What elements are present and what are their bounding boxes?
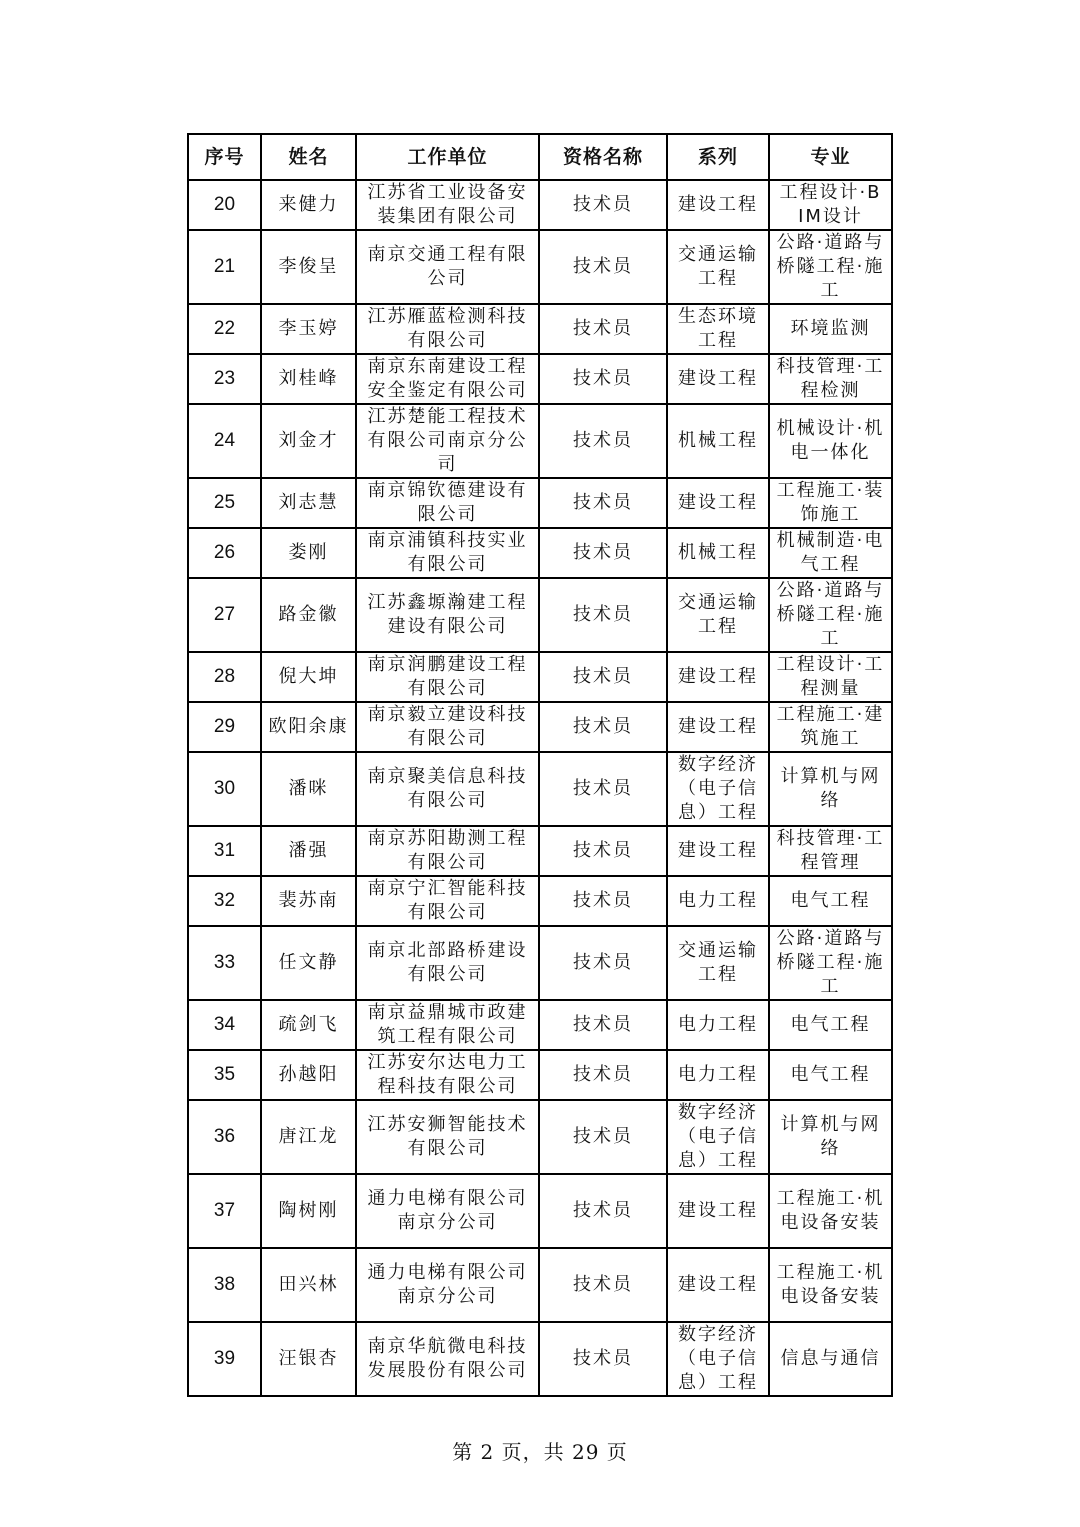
name-cell: 娄刚 [261,528,356,578]
table-row [188,1322,892,1396]
series-cell: 建设工程 [667,702,769,752]
specialty-cell: 工程施工·装饰施工 [769,478,892,528]
row-number-cell: 27 [188,578,261,652]
series-cell: 建设工程 [667,652,769,702]
table-row [188,230,892,304]
qualification-cell: 技术员 [539,652,667,702]
specialty-cell: 计算机与网络 [769,1100,892,1174]
qualification-cell: 技术员 [539,826,667,876]
qualification-cell: 技术员 [539,1248,667,1322]
specialty-cell: 电气工程 [769,876,892,926]
specialty-cell: 机械制造·电气工程 [769,528,892,578]
row-number-cell: 33 [188,926,261,1000]
specialty-cell: 计算机与网络 [769,752,892,826]
employer-cell: 江苏鑫塬瀚建工程建设有限公司 [356,578,539,652]
row-number-cell: 29 [188,702,261,752]
qualification-cell: 技术员 [539,404,667,478]
name-cell: 路金徽 [261,578,356,652]
page-indicator: 第 2 页，共 29 页 [452,1440,628,1464]
name-cell: 田兴林 [261,1248,356,1322]
qualification-cell: 技术员 [539,1050,667,1100]
qualification-cell: 技术员 [539,304,667,354]
row-number-cell: 26 [188,528,261,578]
specialty-cell: 科技管理·工程管理 [769,826,892,876]
employer-cell: 通力电梯有限公司南京分公司 [356,1174,539,1248]
row-number-cell: 37 [188,1174,261,1248]
specialty-cell: 公路·道路与桥隧工程·施工 [769,926,892,1000]
employer-cell: 南京交通工程有限公司 [356,230,539,304]
name-cell: 唐江龙 [261,1100,356,1174]
series-cell: 建设工程 [667,1248,769,1322]
header-cell: 序号 [188,134,261,180]
specialty-cell: 机械设计·机电一体化 [769,404,892,478]
header-cell: 资格名称 [539,134,667,180]
row-number-cell: 35 [188,1050,261,1100]
employer-cell: 江苏楚能工程技术有限公司南京分公司 [356,404,539,478]
table-row [188,1000,892,1050]
header-cell: 专业 [769,134,892,180]
specialty-cell: 工程设计·工程测量 [769,652,892,702]
series-cell: 建设工程 [667,1174,769,1248]
series-cell: 机械工程 [667,528,769,578]
name-cell: 任文静 [261,926,356,1000]
table-row [188,702,892,752]
series-cell: 数字经济（电子信息）工程 [667,1322,769,1396]
name-cell: 倪大坤 [261,652,356,702]
table-row [188,1100,892,1174]
name-cell: 裴苏南 [261,876,356,926]
row-number-cell: 32 [188,876,261,926]
specialty-cell: 环境监测 [769,304,892,354]
employer-cell: 南京锦钦德建设有限公司 [356,478,539,528]
qualification-cell: 技术员 [539,1100,667,1174]
table-row [188,404,892,478]
series-cell: 交通运输工程 [667,230,769,304]
series-cell: 电力工程 [667,1050,769,1100]
row-number-cell: 31 [188,826,261,876]
qualification-cell: 技术员 [539,752,667,826]
employer-cell: 南京北部路桥建设有限公司 [356,926,539,1000]
table-row [188,826,892,876]
employer-cell: 南京聚美信息科技有限公司 [356,752,539,826]
qualification-cell: 技术员 [539,1174,667,1248]
table-row [188,304,892,354]
table-row [188,578,892,652]
employer-cell: 南京润鹏建设工程有限公司 [356,652,539,702]
row-number-cell: 25 [188,478,261,528]
name-cell: 潘咪 [261,752,356,826]
qualification-cell: 技术员 [539,528,667,578]
series-cell: 建设工程 [667,354,769,404]
table-row [188,652,892,702]
name-cell: 欧阳余康 [261,702,356,752]
employer-cell: 南京益鼎城市政建筑工程有限公司 [356,1000,539,1050]
qualification-cell: 技术员 [539,354,667,404]
row-number-cell: 28 [188,652,261,702]
employer-cell: 江苏省工业设备安装集团有限公司 [356,180,539,230]
qualification-cell: 技术员 [539,876,667,926]
row-number-cell: 36 [188,1100,261,1174]
row-number-cell: 20 [188,180,261,230]
employer-cell: 南京浦镇科技实业有限公司 [356,528,539,578]
name-cell: 疏剑飞 [261,1000,356,1050]
series-cell: 电力工程 [667,1000,769,1050]
series-cell: 交通运输工程 [667,578,769,652]
table-row [188,354,892,404]
specialty-cell: 公路·道路与桥隧工程·施工 [769,230,892,304]
series-cell: 电力工程 [667,876,769,926]
row-number-cell: 23 [188,354,261,404]
specialty-cell: 工程施工·机电设备安装 [769,1248,892,1322]
roster-table [187,133,893,1397]
qualification-cell: 技术员 [539,1322,667,1396]
header-row [188,134,892,180]
series-cell: 建设工程 [667,180,769,230]
table-row [188,478,892,528]
name-cell: 李俊呈 [261,230,356,304]
employer-cell: 南京毅立建设科技有限公司 [356,702,539,752]
header-cell: 系列 [667,134,769,180]
employer-cell: 南京东南建设工程安全鉴定有限公司 [356,354,539,404]
series-cell: 建设工程 [667,826,769,876]
name-cell: 刘志慧 [261,478,356,528]
employer-cell: 江苏雁蓝检测科技有限公司 [356,304,539,354]
specialty-cell: 电气工程 [769,1050,892,1100]
series-cell: 生态环境工程 [667,304,769,354]
name-cell: 孙越阳 [261,1050,356,1100]
specialty-cell: 科技管理·工程检测 [769,354,892,404]
employer-cell: 江苏安狮智能技术有限公司 [356,1100,539,1174]
table-row [188,1050,892,1100]
series-cell: 交通运输工程 [667,926,769,1000]
series-cell: 机械工程 [667,404,769,478]
name-cell: 来健力 [261,180,356,230]
name-cell: 刘桂峰 [261,354,356,404]
name-cell: 刘金才 [261,404,356,478]
specialty-cell: 电气工程 [769,1000,892,1050]
name-cell: 汪银杏 [261,1322,356,1396]
specialty-cell: 工程设计·BIM设计 [769,180,892,230]
specialty-cell: 信息与通信 [769,1322,892,1396]
employer-cell: 南京苏阳勘测工程有限公司 [356,826,539,876]
employer-cell: 南京华航微电科技发展股份有限公司 [356,1322,539,1396]
specialty-cell: 工程施工·机电设备安装 [769,1174,892,1248]
header-cell: 工作单位 [356,134,539,180]
series-cell: 数字经济（电子信息）工程 [667,752,769,826]
table-row [188,1174,892,1248]
qualification-cell: 技术员 [539,702,667,752]
row-number-cell: 38 [188,1248,261,1322]
employer-cell: 南京宁汇智能科技有限公司 [356,876,539,926]
name-cell: 陶树刚 [261,1174,356,1248]
table-row [188,926,892,1000]
qualification-cell: 技术员 [539,478,667,528]
specialty-cell: 工程施工·建筑施工 [769,702,892,752]
employer-cell: 通力电梯有限公司南京分公司 [356,1248,539,1322]
qualification-cell: 技术员 [539,1000,667,1050]
row-number-cell: 24 [188,404,261,478]
name-cell: 潘强 [261,826,356,876]
series-cell: 建设工程 [667,478,769,528]
series-cell: 数字经济（电子信息）工程 [667,1100,769,1174]
header-cell: 姓名 [261,134,356,180]
row-number-cell: 30 [188,752,261,826]
qualification-cell: 技术员 [539,230,667,304]
table-row [188,528,892,578]
employer-cell: 江苏安尔达电力工程科技有限公司 [356,1050,539,1100]
row-number-cell: 39 [188,1322,261,1396]
row-number-cell: 21 [188,230,261,304]
row-number-cell: 22 [188,304,261,354]
table-row [188,876,892,926]
table-row [188,1248,892,1322]
qualification-cell: 技术员 [539,926,667,1000]
row-number-cell: 34 [188,1000,261,1050]
table-row [188,180,892,230]
qualification-cell: 技术员 [539,578,667,652]
table-row [188,752,892,826]
qualification-cell: 技术员 [539,180,667,230]
name-cell: 李玉婷 [261,304,356,354]
specialty-cell: 公路·道路与桥隧工程·施工 [769,578,892,652]
